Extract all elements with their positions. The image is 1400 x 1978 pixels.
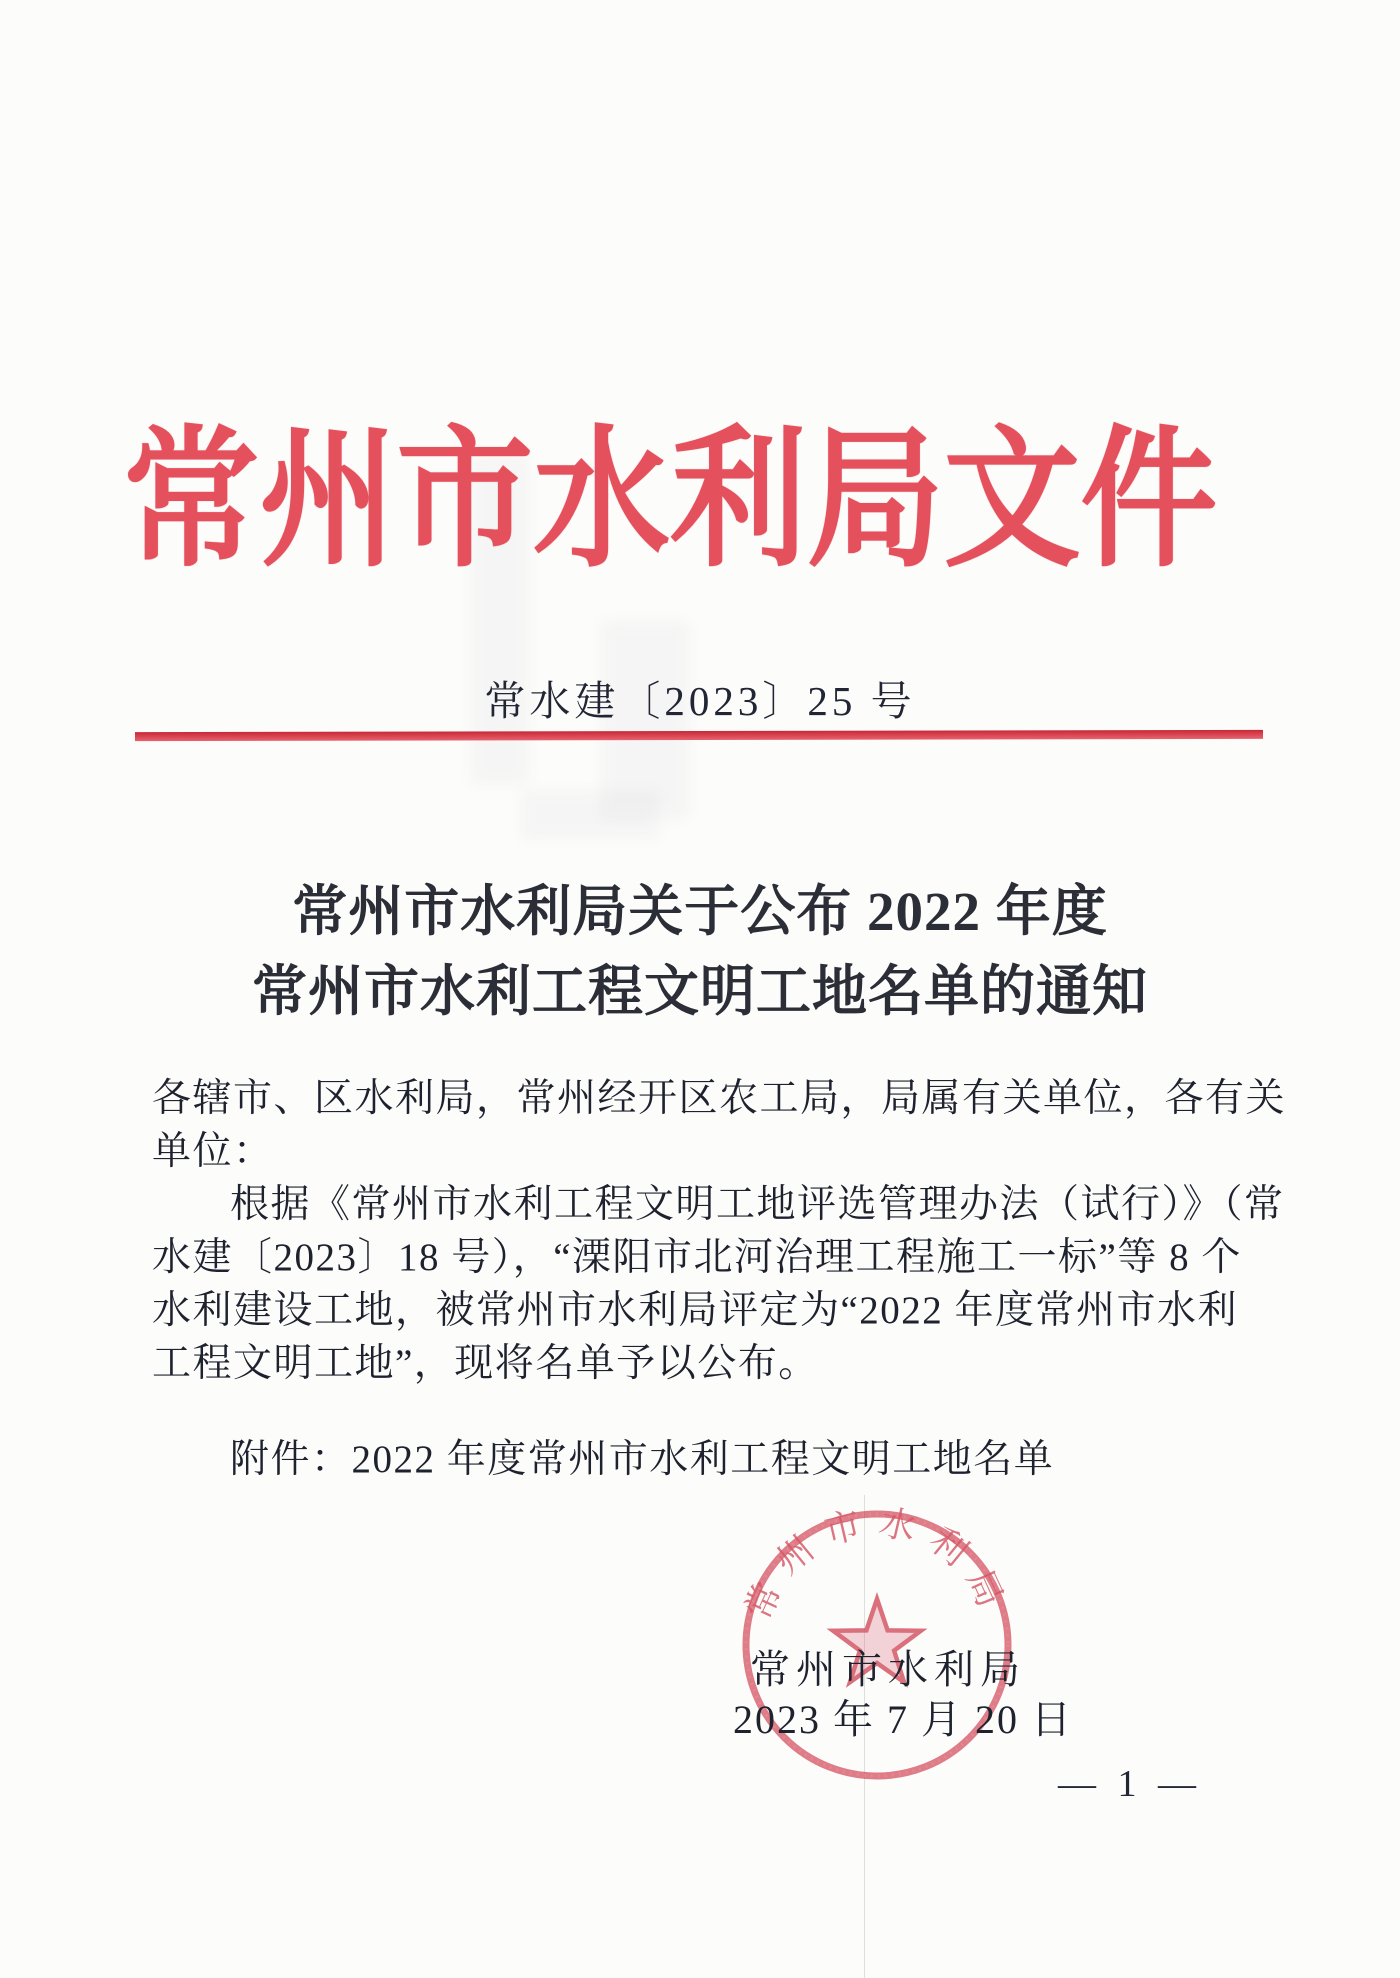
body-line: 水建〔2023〕18 号），“溧阳市北河治理工程施工一标”等 8 个 [152,1236,1242,1279]
body-line: 根据《常州市水利工程文明工地评选管理办法（试行）》（常 [230,1183,1285,1226]
scan-ghost-artifact [520,790,660,840]
page-number: — 1 — [1058,1763,1202,1805]
document-number: 常水建〔2023〕25 号 [484,678,916,724]
body-text [152,1072,1287,1390]
body-line: 工程文明工地”，现将名单予以公布。 [152,1342,819,1385]
document-title [0,872,1400,1032]
body-line: 水利建设工地，被常州市水利局评定为“2022 年度常州市水利 [152,1289,1239,1332]
body-line: 各辖市、区水利局，常州经开区农工局，局属有关单位，各有关 [152,1077,1287,1120]
letterhead-red-rule [135,730,1263,741]
signature-org: 常州市水利局 [750,1647,1026,1692]
body-line: 单位： [152,1130,274,1173]
seal-arc-text: 常州市水利局 [737,1501,1017,1626]
signature-date: 2023 年 7 月 20 日 [733,1697,1073,1742]
letterhead-org-title: 常州市水利局文件 [122,417,1218,585]
attachment-line: 附件：2022 年度常州市水利工程文明工地名单 [230,1438,1055,1481]
document-title-line1: 常州市水利局关于公布 2022 年度 [292,881,1108,942]
document-title-line2: 常州市水利工程文明工地名单的通知 [251,961,1148,1022]
